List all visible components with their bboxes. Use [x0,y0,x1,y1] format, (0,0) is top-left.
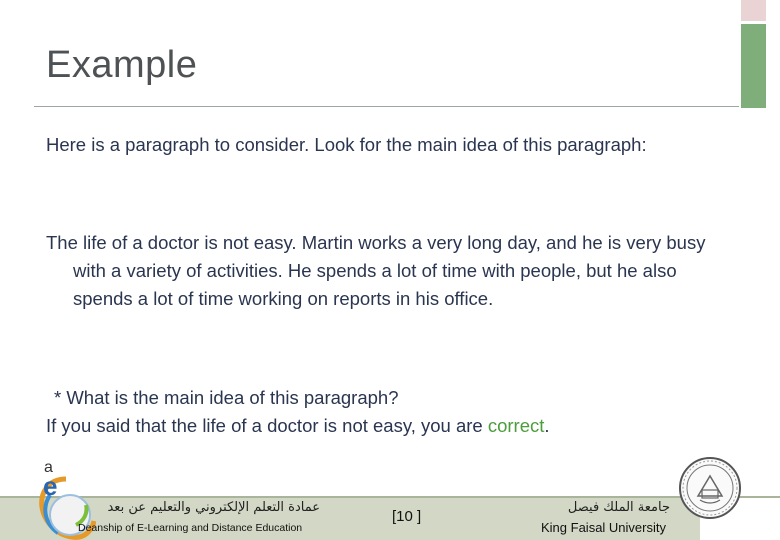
logo-letter-e: e [43,471,58,501]
answer-correct-word: correct [487,415,545,436]
question-text: * What is the main idea of this paragraph? [54,387,399,408]
deanship-english: Deanship of E-Learning and Distance Education [78,522,303,534]
passage-text: The life of a doctor is not easy. Martin works a very long day, and he is very busy with a variety of activities. He spends a lot of time with people, but he also spends a lot of time working on reports in his office. [46,232,706,309]
deanship-arabic: عمادة التعلم الإلكتروني والتعليم عن بعد [107,500,320,515]
answer-prefix: If you said that the life of a doctor is not easy, you are [46,415,488,436]
question-answer-block [46,384,726,440]
title-divider [34,106,739,107]
footer-top-line [0,496,780,498]
university-seal [678,456,742,520]
intro-text: Here is a paragraph to consider. Look for the main idea of this paragraph: [46,134,647,155]
passage-paragraph [46,229,726,313]
corner-accent-pink [741,0,766,21]
page-number: [10 ] [392,508,422,525]
slide-title: Example [46,44,198,86]
logo-letter-a: a [44,459,53,476]
university-english: King Faisal University [541,520,666,535]
answer-suffix: . [544,415,550,436]
intro-paragraph [46,131,726,159]
answer-line [46,412,726,440]
university-arabic: جامعة الملك فيصل [567,500,670,515]
corner-accent-green [741,24,766,108]
